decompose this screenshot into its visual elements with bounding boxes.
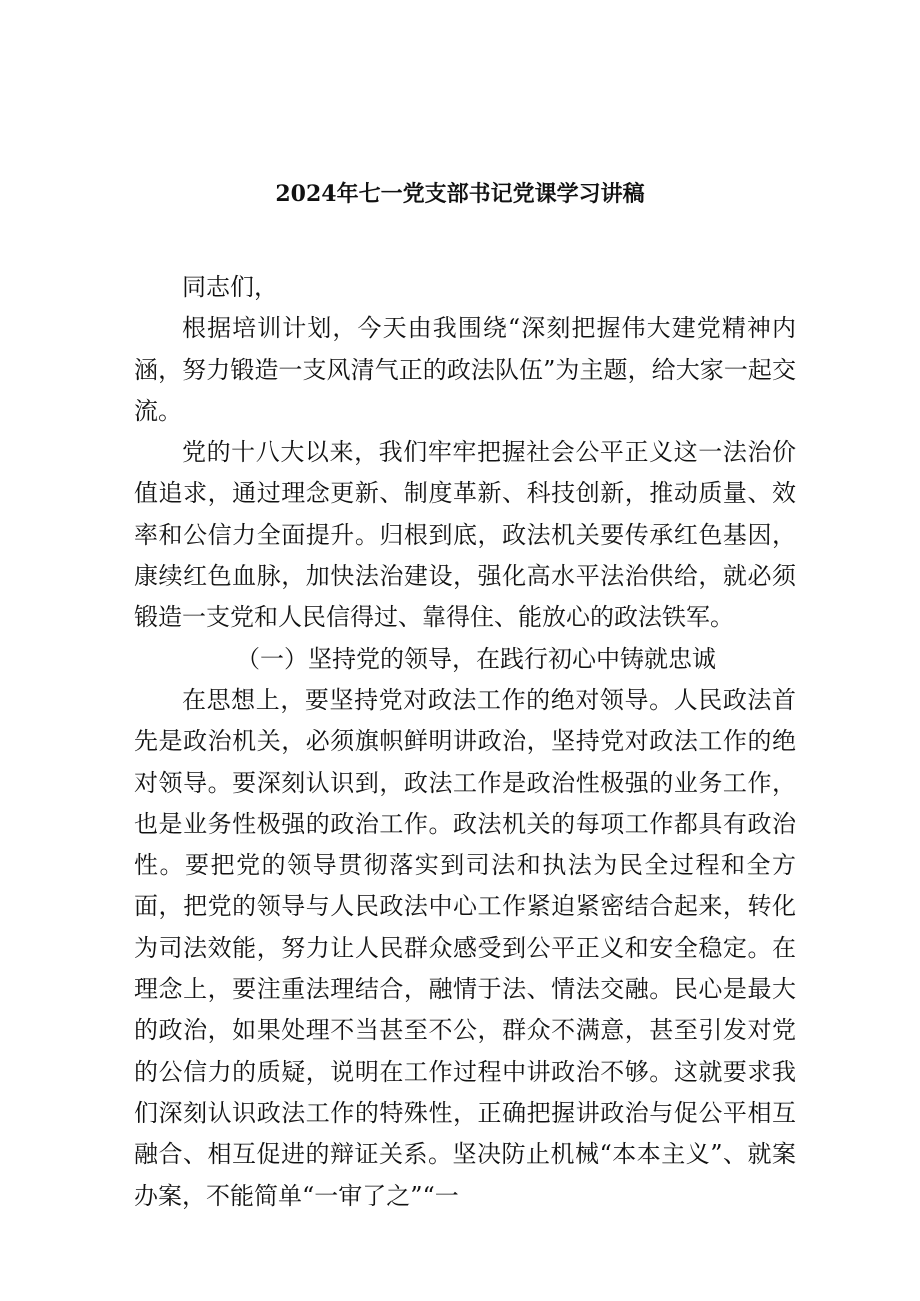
paragraph-background: 党的十八大以来，我们牢牢把握社会公平正义这一法治价值追求，通过理念更新、制度革新、科技创新，推动质量、效率和公信力全面提升。归根到底，政法机关要传承红色基因，康续红色血脉，加快法治建设，强化高水平法治供给，就必须锻造一支党和人民信得过、靠得住、能放心的政法铁军。 [134,438,796,632]
document-body [134,267,796,1217]
section-paragraph: 在思想上，要坚持党对政法工作的绝对领导。人民政法首先是政治机关，必须旗帜鲜明讲政治，坚持党对政法工作的绝对领导。要深刻认识到，政法工作是政治性极强的业务工作，也是业务性极强的政治工作。政法机关的每项工作都具有政治性。要把党的领导贯彻落实到司法和执法为民全过程和全方面，把党的领导与人民政法中心工作紧迫紧密结合起来，转化为司法效能，努力让人民群众感受到公平正义和安全稳定。在理念上，要注重法理结合，融情于法、情法交融。民心是最大的政治，如果处理不当甚至不公，群众不满意，甚至引发对党的公信力的质疑，说明在工作过程中讲政治不够。这就要求我们深刻认识政法工作的特殊性，正确把握讲政治与促公平相互融合、相互促进的辩证关系。坚决防止机械“本本主义”、就案办案，不能简单“一审了之”“一 [134,685,796,1210]
section-heading: （一）坚持党的领导，在践行初心中铸就忠诚 [236,644,716,673]
document-title: 2024年七一党支部书记党课学习讲稿 [275,181,645,207]
salutation: 同志们， [182,273,278,301]
paragraph-intro: 根据培训计划，今天由我围绕“深刻把握伟大建党精神内涵，努力锻造一支风清气正的政法队伍”为主题，给大家一起交流。 [134,314,796,425]
